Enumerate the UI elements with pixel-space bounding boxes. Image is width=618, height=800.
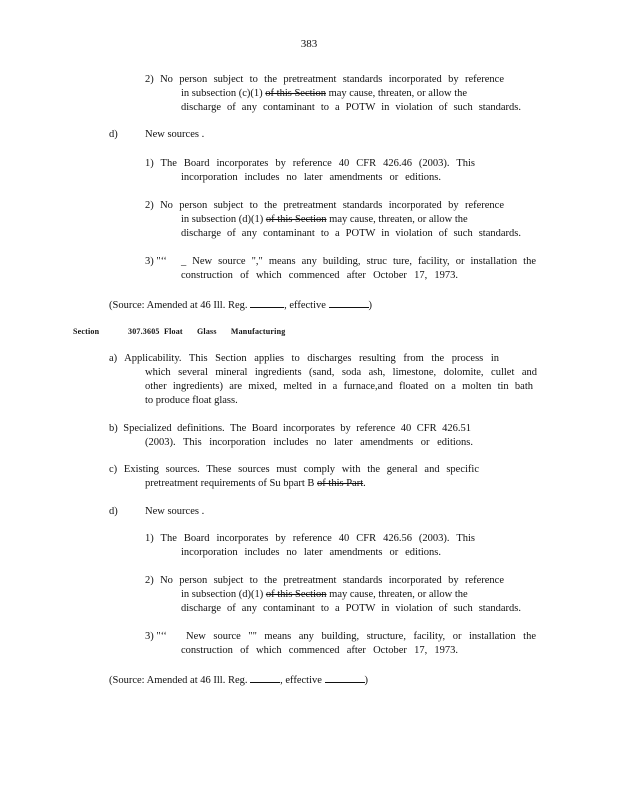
paragraph-d1-line2: incorporation includes no later amendments or editions. (181, 172, 441, 183)
paragraph-d3-line2-2: construction of which commenced after October 17, 1973. (181, 645, 458, 656)
paragraph-d2-line1-2: 2) No person subject to the pretreatment standards incorporated by reference (145, 575, 504, 586)
paragraph-c2-line1: 2) No person subject to the pretreatment standards incorporated by reference (145, 74, 504, 85)
subsection-d-label: d) (109, 129, 118, 140)
paragraph-a-line3: other ingredients) are mixed, melted in a furnace,and floated on a molten tin bath (145, 381, 533, 392)
subsection-d-title-2: New sources . (145, 506, 205, 517)
paragraph-a-line2: which several mineral ingredients (sand, soda ash, limestone, dolomite, cullet and (145, 367, 537, 378)
paragraph-d1-line1-2: 1) The Board incorporates by reference 40 CFR 426.56 (2003). This (145, 533, 475, 544)
paragraph-d3-line1-2: New source "" means any building, structure, facility, or installation the (186, 631, 536, 642)
paragraph-d2-line2: in subsection (d)(1) of this Section may cause, threaten, or allow the (181, 214, 468, 225)
section-label: Section (73, 327, 100, 336)
struck-text: of this Section (265, 589, 327, 600)
paragraph-d2-line3: discharge of any contaminant to a POTW in violation of such standards. (181, 228, 521, 239)
paragraph-d1-line1: 1) The Board incorporates by reference 40 CFR 426.46 (2003). This (145, 158, 475, 169)
struck-text: of this Part (317, 478, 364, 489)
struck-text: of this Section (265, 214, 327, 225)
page-number: 383 (300, 38, 318, 50)
section-number: 307.3605 (128, 327, 160, 336)
reg-blank (250, 297, 284, 308)
source-note: (Source: Amended at 46 Ill. Reg. , effective ) (109, 297, 372, 313)
paragraph-d3-number-2: 3) "‘‘ (145, 631, 167, 642)
paragraph-d3-line2: construction of which commenced after October 17, 1973. (181, 270, 458, 281)
source-note-2: (Source: Amended at 46 Ill. Reg. , effective ) (109, 672, 368, 688)
subsection-d-label-2: d) (109, 506, 118, 517)
subsection-d-title: New sources . (145, 129, 205, 140)
paragraph-c2-line2: in subsection (c)(1) of this Section may cause, threaten, or allow the (181, 88, 468, 99)
struck-text: of this Section (265, 88, 326, 99)
reg-blank-2 (250, 672, 280, 683)
paragraph-a-line4: to produce float glass. (145, 395, 238, 406)
effective-blank (329, 297, 369, 308)
paragraph-d2-line3-2: discharge of any contaminant to a POTW in violation of such standards. (181, 603, 521, 614)
paragraph-c-line2: pretreatment requirements of Su bpart B of this Part. (145, 478, 366, 489)
paragraph-c-line1: c) Existing sources. These sources must comply with the general and specific (109, 464, 479, 475)
paragraph-d3-number: 3) "‘‘ (145, 256, 167, 267)
paragraph-d2-line2-2: in subsection (d)(1) of this Section may cause, threaten, or allow the (181, 589, 468, 600)
paragraph-b-line2: (2003). This incorporation includes no later amendments or editions. (145, 437, 473, 448)
paragraph-b-line1: b) Specialized definitions. The Board incorporates by reference 40 CFR 426.51 (109, 423, 471, 434)
paragraph-a-line1: a) Applicability. This Section applies to discharges resulting from the process in (109, 353, 499, 364)
paragraph-d2-line1: 2) No person subject to the pretreatment standards incorporated by reference (145, 200, 504, 211)
paragraph-d3-line1: _ New source "," means any building, struc ture, facility, or installation the (181, 256, 536, 267)
section-title: Float Glass Manufacturing (164, 327, 286, 336)
paragraph-d1-line2-2: incorporation includes no later amendments or editions. (181, 547, 441, 558)
paragraph-c2-line3: discharge of any contaminant to a POTW in violation of such standards. (181, 102, 521, 113)
effective-blank-2 (325, 672, 365, 683)
